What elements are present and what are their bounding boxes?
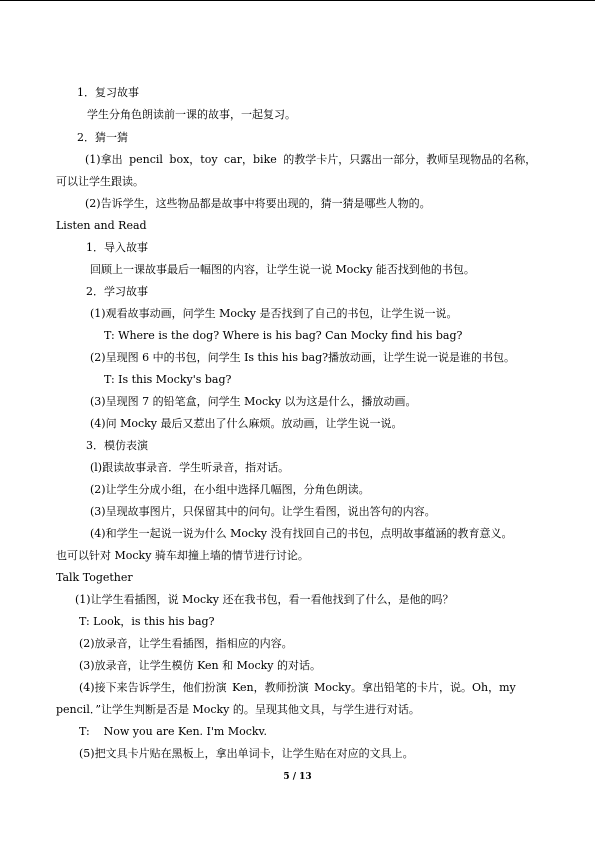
paragraph: (1)拿出 pencil box，toy car，bike 的教学卡片，只露出一部分，教师呈现物品的名称， — [85, 153, 537, 166]
paragraph: 回顾上一课故事最后一幅图的内容，让学生说一说 Mocky 能否找到他的书包。 — [90, 263, 475, 276]
heading-imitate-perform: 3．模仿表演 — [86, 439, 148, 452]
paragraph: 学生分角色朗读前一课的故事，一起复习。 — [87, 108, 296, 121]
paragraph: (5)把文具卡片贴在黑板上，拿出单词卡，让学生贴在对应的文具上。 — [79, 747, 414, 760]
paragraph: (1)观看故事动画，问学生 Mocky 是否找到了自己的书包，让学生说一说。 — [90, 307, 458, 320]
paragraph-continuation: pencil．”让学生判断是否是 Mocky 的。呈现其他文具，与学生进行对话。 — [56, 703, 420, 716]
paragraph: (2)告诉学生，这些物品都是故事中将要出现的，猜一猜是哪些人物的。 — [85, 197, 431, 210]
top-rule — [0, 0, 595, 1]
paragraph: (1)让学生看插图，说 Mocky 还在我书包，看一看他找到了什么，是他的吗？ — [75, 593, 454, 606]
paragraph: (2)放录音，让学生看插图，指相应的内容。 — [79, 637, 293, 650]
paragraph: (4)和学生一起说一说为什么 Mocky 没有找回自己的书包，点明故事蕴涵的教育意义。 — [90, 527, 513, 540]
paragraph: (3)放录音，让学生模仿 Ken 和 Mocky 的对话。 — [79, 659, 322, 672]
paragraph: (3)呈现故事图片，只保留其中的问句。让学生看图，说出答句的内容。 — [90, 505, 436, 518]
heading-review-story: 1．复习故事 — [77, 86, 139, 99]
paragraph-continuation: 也可以针对 Mocky 骑车却撞上墙的情节进行讨论。 — [56, 549, 309, 562]
section-title-listen-read: Listen and Read — [56, 219, 147, 232]
paragraph: (3)呈现图 7 的铅笔盒，问学生 Mocky 以为这是什么，播放动画。 — [90, 395, 417, 408]
heading-intro-story: 1．导入故事 — [86, 241, 148, 254]
paragraph: (2)让学生分成小组，在小组中选择几幅图，分角色朗读。 — [90, 483, 370, 496]
section-title-talk-together: Talk Together — [56, 571, 133, 584]
paragraph: (l)跟读故事录音．学生听录音，指对话。 — [90, 461, 290, 474]
dialogue-line: T: Look，is this his bag? — [79, 615, 215, 628]
heading-learn-story: 2．学习故事 — [86, 285, 148, 298]
paragraph-continuation: 可以让学生跟读。 — [56, 175, 144, 188]
heading-guess: 2．猜一猜 — [77, 131, 128, 144]
paragraph: (4)接下来告诉学生，他们扮演 Ken，教师扮演 Mocky。拿出铅笔的卡片，说。Oh，my — [79, 681, 516, 694]
page-number: 5 / 13 — [283, 772, 312, 782]
paragraph: (4)问 Mocky 最后又惹出了什么麻烦。放动画，让学生说一说。 — [90, 417, 403, 430]
dialogue-line: T: Now you are Ken. I'm Mockv. — [79, 725, 267, 738]
paragraph: (2)呈现图 6 中的书包，问学生 Is this his bag?播放动画，让学生说一说是谁的书包。 — [90, 351, 516, 364]
dialogue-line: T: Is this Mocky's bag? — [104, 373, 232, 386]
dialogue-line: T: Where is the dog? Where is his bag? Can Mocky find his bag? — [104, 329, 463, 342]
